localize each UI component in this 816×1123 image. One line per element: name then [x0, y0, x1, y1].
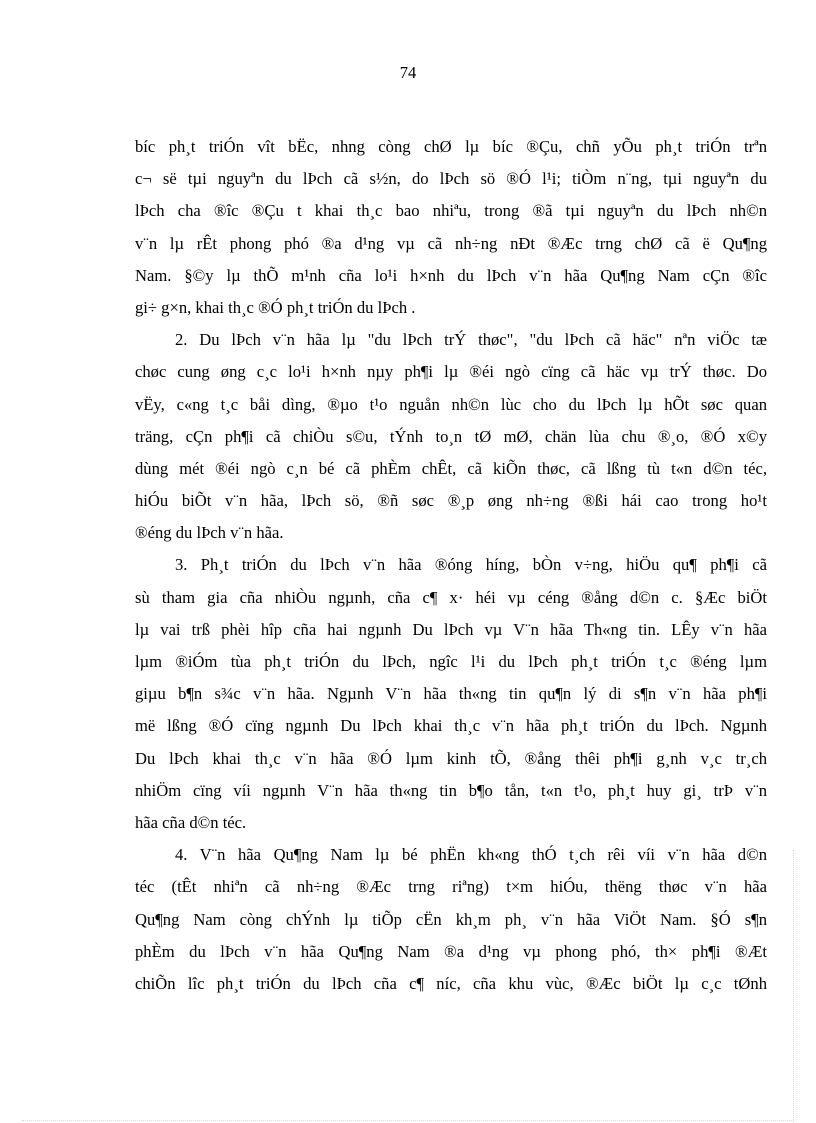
text-line: sù tham gia cña nhiÒu ngµnh, cña c¶ x· héi vµ céng ®ång d©n c. §Æc biÖt [135, 587, 767, 607]
text-line: c¬ së tµi nguyªn du lÞch cã s½n, do lÞch sö ®Ó l¹i; tiÒm n¨ng, tµi nguyªn du [135, 169, 767, 189]
text-line: gi÷ g×n, khai th¸c ®Ó ph¸t triÓn du lÞch . [135, 297, 416, 317]
text-line: nhiÖm cïng víi ngµnh V¨n hãa th«ng tin b¶o tån, t«n t¹o, ph¸t huy gi¸ trÞ v¨n [135, 780, 767, 800]
text-line: lÞch cha ®îc ®Çu t khai th¸c bao nhiªu, trong ®ã tµi nguyªn du lÞch nh©n [135, 201, 767, 221]
paragraph-2 [135, 324, 767, 549]
text-line: dùng mét ®éi ngò c¸n bé cã phÈm chÊt, cã kiÕn thøc, cã lßng tù t«n d©n téc, [135, 458, 767, 478]
page-bottom-border [22, 1120, 794, 1121]
text-line: lµm ®iÓm tùa ph¸t triÓn du lÞch, ngîc l¹i du lÞch ph¸t triÓn t¸c ®éng lµm [135, 652, 767, 671]
text-line: chøc cung øng c¸c lo¹i h×nh nµy ph¶i lµ ®éi ngò cïng cã häc vµ trÝ thøc. Do [135, 362, 767, 382]
text-line: lµ vai trß phèi hîp cña hai ngµnh Du lÞch vµ V¨n hãa Th«ng tin. LÊy v¨n hãa [135, 619, 767, 639]
text-line: v¨n lµ rÊt phong phó ®a d¹ng vµ cã nh÷ng nÐt ®Æc trng chØ cã ë Qu¶ng [135, 233, 767, 253]
paragraph-3 [135, 549, 767, 839]
paragraph-4 [135, 839, 767, 1000]
text-line: vËy, c«ng t¸c båi dìng, ®µo t¹o nguån nh©n lùc cho du lÞch lµ hÕt søc quan [135, 394, 767, 414]
text-line: ®éng du lÞch v¨n hãa. [135, 523, 284, 543]
text-line: giµu b¶n s¾c v¨n hãa. Ngµnh V¨n hãa th«ng tin qu¶n lý di s¶n v¨n hãa ph¶i [135, 684, 767, 704]
text-line: träng, cÇn ph¶i cã chiÒu s©u, tÝnh to¸n tØ mØ, chän lùa chu ®¸o, ®Ó x©y [135, 426, 767, 446]
text-line: 3. Ph¸t triÓn du lÞch v¨n hãa ®óng híng, bÒn v÷ng, hiÖu qu¶ ph¶i cã [175, 555, 767, 575]
text-line: 4. V¨n hãa Qu¶ng Nam lµ bé phËn kh«ng thÓ t¸ch rêi víi v¨n hãa d©n [175, 845, 767, 865]
page-side-border [793, 850, 794, 1122]
text-line: bíc ph¸t triÓn vît bËc, nhng còng chØ lµ bíc ®Çu, chñ yÕu ph¸t triÓn trªn [135, 137, 767, 156]
text-line: Nam. §©y lµ thÕ m¹nh cña lo¹i h×nh du lÞch v¨n hãa Qu¶ng Nam cÇn ®îc [135, 265, 767, 285]
page-number: 74 [399, 63, 417, 82]
text-line: Du lÞch khai th¸c v¨n hãa ®Ó lµm kinh tÕ, ®ång thêi ph¶i g¸nh v¸c tr¸ch [135, 748, 767, 768]
text-line: phÈm du lÞch v¨n hãa Qu¶ng Nam ®a d¹ng vµ phong phó, th× ph¶i ®Æt [135, 941, 767, 961]
text-line: Qu¶ng Nam còng chÝnh lµ tiÕp cËn kh¸m ph¸ v¨n hãa ViÖt Nam. §Ó s¶n [135, 909, 767, 929]
paragraph-1 [135, 131, 767, 324]
text-line: chiÕn lîc ph¸t triÓn du lÞch cña c¶ níc, cña khu vùc, ®Æc biÖt lµ c¸c tØnh [135, 973, 767, 993]
text-line: më lßng ®Ó cïng ngµnh Du lÞch khai th¸c v¨n hãa ph¸t triÓn du lÞch. Ngµnh [135, 716, 767, 736]
text-line: hãa cña d©n téc. [135, 812, 247, 832]
body-text [135, 131, 767, 1000]
text-line: téc (tÊt nhiªn cã nh÷ng ®Æc trng riªng) t×m hiÓu, thëng thøc v¨n hãa [135, 877, 767, 897]
text-line: hiÓu biÕt v¨n hãa, lÞch sö, ®ñ søc ®¸p øng nh÷ng ®ßi hái cao trong ho¹t [135, 491, 767, 511]
text-line: 2. Du lÞch v¨n hãa lµ "du lÞch trÝ thøc", "du lÞch cã häc" nªn viÖc tæ [175, 330, 767, 350]
